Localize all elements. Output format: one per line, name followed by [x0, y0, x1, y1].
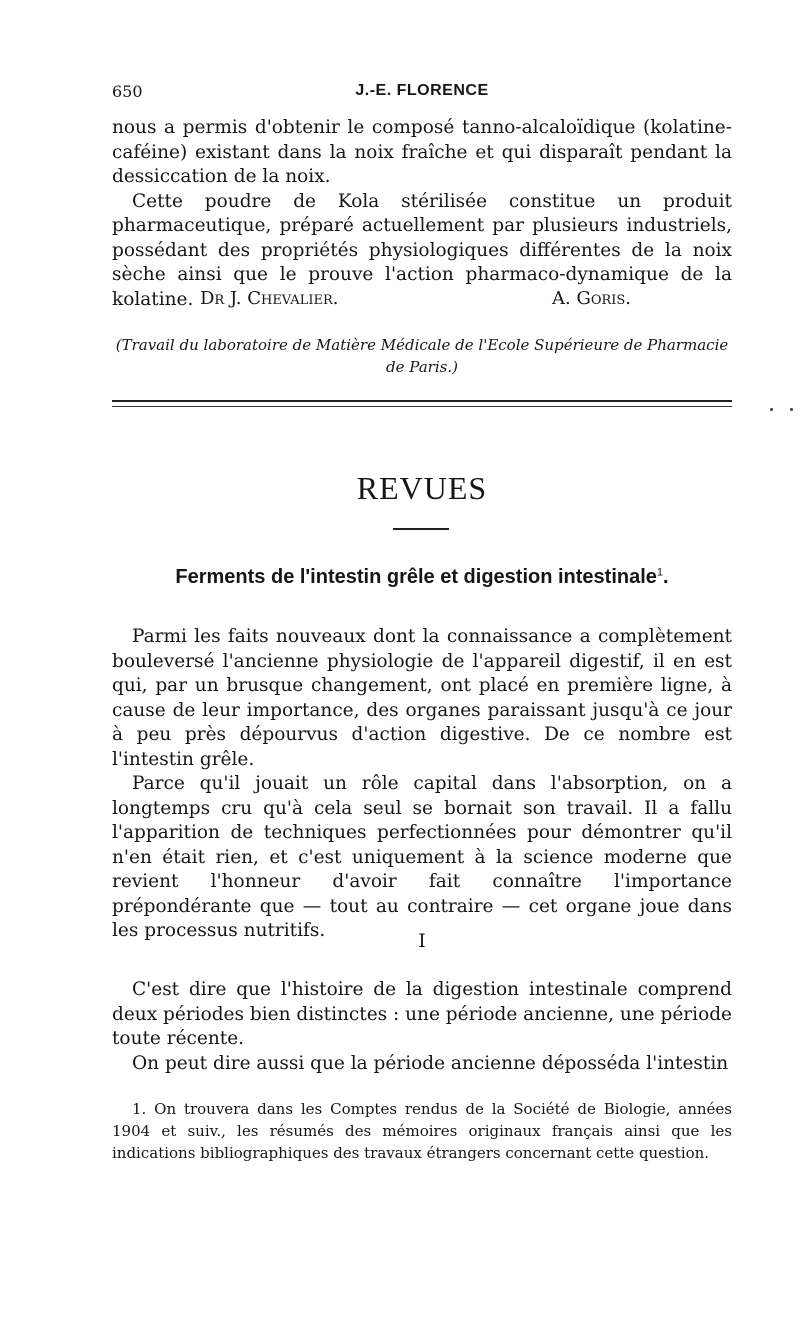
intro-paragraph: Cette poudre de Kola stérilisée constitue un produit pharmaceutique, préparé actuellement par plusieurs industriels, possédant des propriétés physiologiques différentes de la noix sèche ainsi que le prouve l'action pharmaco-dynamique de la kolatine.: [112, 190, 732, 310]
article-title: [112, 566, 732, 589]
title-underline: [393, 528, 449, 530]
signatures: [112, 288, 732, 314]
article-title-text: Ferments de l'intestin grêle et digestion intestinale: [175, 566, 657, 588]
running-head: J.-E. FLORENCE: [355, 82, 489, 99]
intro-text: [112, 116, 732, 312]
body-paragraph: On peut dire aussi que la période ancienne déposséda l'intestin: [132, 1052, 729, 1074]
page-header: [112, 82, 732, 106]
article-title-period: .: [663, 566, 669, 588]
print-speck: [790, 408, 793, 411]
footnote-text: 1. On trouvera dans les Comptes rendus de la Société de Biologie, années 1904 et suiv., les résumés des mémoires originaux français ainsi que les indications bibliographiques des travaux étrangers concernant cette question.: [112, 1100, 732, 1162]
section-one-body: [112, 978, 732, 1076]
page-number: 650: [112, 82, 143, 101]
body-paragraph: Parmi les faits nouveaux dont la connaissance a complètement bouleversé l'ancienne physiologie de l'appareil digestif, il en est qui, par un brusque changement, ont placé en première ligne, à cause de leur importance, des organes paraissant jusqu'à ce jour à peu près dépourvus d'action digestive. De ce nombre est l'intestin grêle.: [112, 626, 732, 770]
signature-chevalier: Dr J. Chevalier.: [200, 288, 339, 309]
print-speck: [770, 408, 773, 411]
article-body: [112, 625, 732, 944]
section-divider-thin: [112, 406, 732, 407]
laboratory-credit: (Travail du laboratoire de Matière Médicale de l'Ecole Supérieure de Pharmacie de Paris.): [115, 336, 729, 376]
footnote: [112, 1098, 732, 1164]
body-paragraph: C'est dire que l'histoire de la digestion intestinale comprend deux périodes bien distinctes : une période ancienne, une période toute récente.: [112, 979, 732, 1049]
section-numeral: I: [418, 930, 426, 952]
intro-paragraph: nous a permis d'obtenir le composé tanno-alcaloïdique (kolatine-caféine) existant dans la noix fraîche et qui disparaît pendant la dessiccation de la noix.: [112, 117, 732, 187]
section-divider: [112, 400, 732, 402]
section-title: REVUES: [356, 470, 488, 506]
footnote-marker: 1: [656, 566, 664, 579]
signature-goris: A. Goris.: [552, 288, 632, 309]
body-paragraph: Parce qu'il jouait un rôle capital dans l'absorption, on a longtemps cru qu'à cela seul se bornait son travail. Il a fallu l'apparition de techniques perfectionnées pour démontrer qu'il n'en était rien, et c'est uniquement à la science moderne que revient l'honneur d'avoir fait connaître l'importance prépondérante que — tout au contraire — cet organe joue dans les processus nutritifs.: [112, 773, 732, 941]
